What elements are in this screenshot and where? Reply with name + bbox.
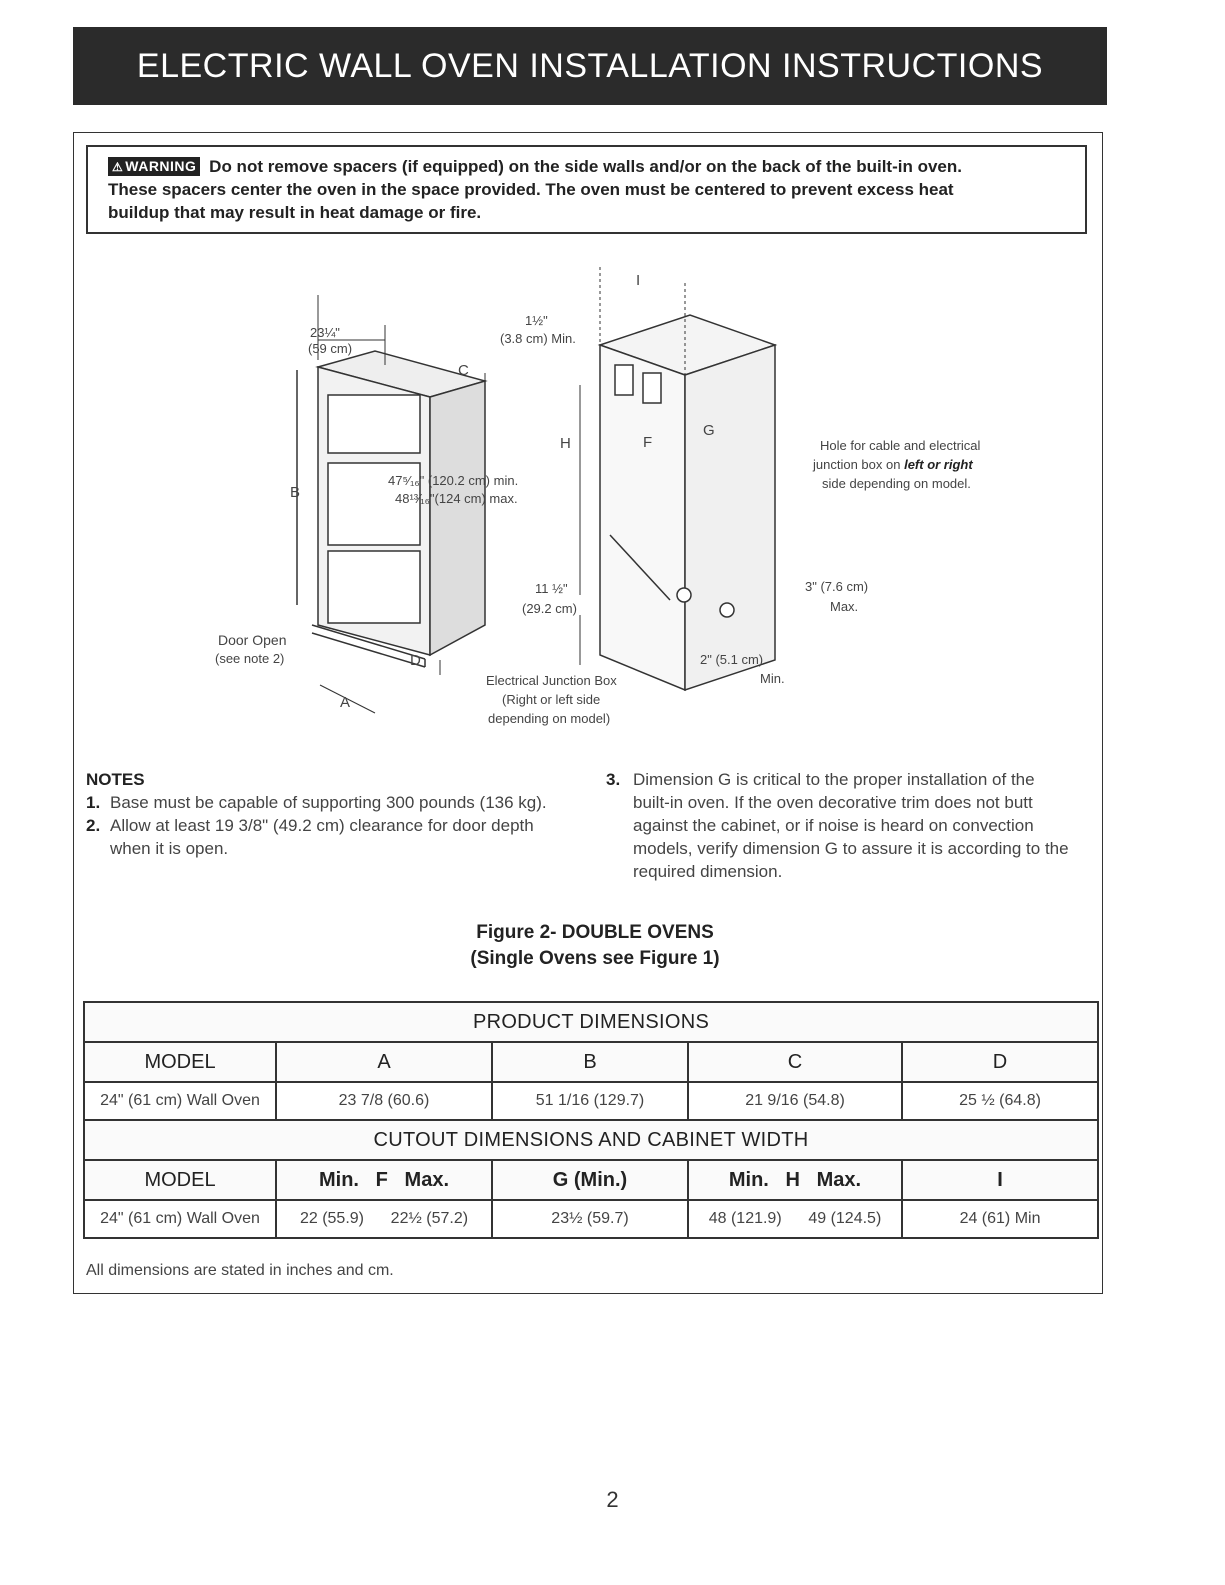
product-cell-model: 24" (61 cm) Wall Oven: [84, 1082, 276, 1120]
gap-3in-max-label: Max.: [830, 599, 859, 614]
cutout-cell-g: 23½ (59.7): [492, 1200, 688, 1238]
page-number: 2: [606, 1487, 619, 1512]
letter-c: C: [458, 362, 469, 379]
warning-line-1: Do not remove spacers (if equipped) on the side walls and/or on the back of the built-in oven.: [209, 157, 962, 176]
gap-2in-label: 2" (5.1 cm): [700, 652, 764, 667]
cutout-dimensions-title: CUTOUT DIMENSIONS AND CABINET WIDTH: [84, 1120, 1098, 1160]
top-clearance-cm-label: (3.8 cm) Min.: [500, 331, 576, 346]
notes-title: NOTES: [86, 770, 145, 789]
footnote: All dimensions are stated in inches and cm.: [86, 1262, 394, 1279]
product-header-c: C: [688, 1042, 902, 1082]
figure-caption: [400, 920, 790, 972]
caption-line-1: Figure 2- DOUBLE OVENS: [476, 922, 714, 943]
product-cell-c: 21 9/16 (54.8): [688, 1082, 902, 1120]
junction-box-line-3: depending on model): [488, 711, 611, 726]
cutout-cell-f: 22 (55.9) 22½ (57.2): [276, 1200, 492, 1238]
top-clearance-label: 1½": [525, 313, 548, 328]
dim-width-label: 23¼": [310, 325, 340, 340]
dimensions-table: [83, 1001, 1099, 1239]
note-text: Allow at least 19 3/8" (49.2 cm) clearance for door depth when it is open.: [110, 816, 534, 858]
letter-i: I: [636, 272, 641, 289]
bottom-clearance-label: 11 ½": [535, 581, 568, 596]
note-text: Base must be capable of supporting 300 pounds (136 kg).: [110, 793, 547, 812]
letter-f: F: [643, 434, 653, 451]
product-dimensions-title: PRODUCT DIMENSIONS: [84, 1002, 1098, 1042]
warning-line-2: These spacers center the oven in the space provided. The oven must be centered to prevent excess heat: [108, 180, 954, 199]
hole-note-line-1: Hole for cable and electrical: [820, 438, 981, 453]
warning-badge-label: WARNING: [125, 158, 197, 174]
product-header-a: A: [276, 1042, 492, 1082]
cutout-header-i: I: [902, 1160, 1098, 1200]
warning-box: [86, 145, 1087, 234]
gap-3in-label: 3" (7.6 cm): [805, 579, 869, 594]
junction-box-line-1: Electrical Junction Box: [486, 673, 617, 688]
product-header-d: D: [902, 1042, 1098, 1082]
notes-left: [86, 768, 576, 860]
door-open-note: (see note 2): [215, 651, 285, 666]
installation-diagram: [200, 255, 1070, 745]
caption-line-2: (Single Ovens see Figure 1): [470, 948, 720, 969]
note-item: [86, 791, 576, 814]
height-max-label: 48¹³⁄₁₆"(124 cm) max.: [395, 491, 518, 506]
note-number: 2.: [86, 816, 101, 835]
product-cell-a: 23 7/8 (60.6): [276, 1082, 492, 1120]
letter-d: D: [410, 652, 421, 669]
warning-badge: [108, 157, 200, 176]
bottom-clearance-cm-label: (29.2 cm): [522, 601, 577, 616]
letter-h: H: [560, 435, 571, 452]
letter-a: A: [340, 694, 351, 711]
note-item: [86, 814, 576, 860]
hole-note-line-2: junction box on left or right: [813, 457, 973, 472]
door-open-label: Door Open: [218, 632, 287, 648]
note-item-3: [606, 768, 1076, 883]
cutout-header-model: MODEL: [84, 1160, 276, 1200]
product-header-model: MODEL: [84, 1042, 276, 1082]
note-number: 3.: [606, 770, 621, 789]
hole-note-line-3: side depending on model.: [822, 476, 971, 491]
dim-width-cm-label: (59 cm): [308, 341, 353, 356]
product-header-b: B: [492, 1042, 688, 1082]
page-banner: [73, 27, 1107, 105]
cutout-cell-i: 24 (61) Min: [902, 1200, 1098, 1238]
note-text: Dimension G is critical to the proper installation of the built-in oven. If the oven decorative trim does not butt against the cabinet, or if noise is heard on convection models, verify dimension G to assure it is according to the required dimension.: [633, 770, 1069, 881]
banner-title: ELECTRIC WALL OVEN INSTALLATION INSTRUCTIONS: [136, 46, 1044, 85]
height-min-label: 47⁵⁄₁₆" (120.2 cm) min.: [388, 473, 519, 488]
cabinet-drawing: [580, 267, 775, 690]
letter-g: G: [703, 422, 715, 439]
warning-triangle-icon: ⚠: [112, 160, 124, 174]
cutout-header-g: G (Min.): [492, 1160, 688, 1200]
junction-box-line-2: (Right or left side: [502, 692, 601, 707]
cutout-cell-model: 24" (61 cm) Wall Oven: [84, 1200, 276, 1238]
cutout-cell-h: 48 (121.9) 49 (124.5): [688, 1200, 902, 1238]
gap-2in-min-label: Min.: [760, 671, 785, 686]
letter-b: B: [290, 484, 301, 501]
cutout-header-h: Min. H Max.: [688, 1160, 902, 1200]
warning-line-3: buildup that may result in heat damage or fire.: [108, 203, 482, 222]
note-number: 1.: [86, 793, 101, 812]
product-cell-d: 25 ½ (64.8): [902, 1082, 1098, 1120]
cutout-header-f: Min. F Max.: [276, 1160, 492, 1200]
product-cell-b: 51 1/16 (129.7): [492, 1082, 688, 1120]
